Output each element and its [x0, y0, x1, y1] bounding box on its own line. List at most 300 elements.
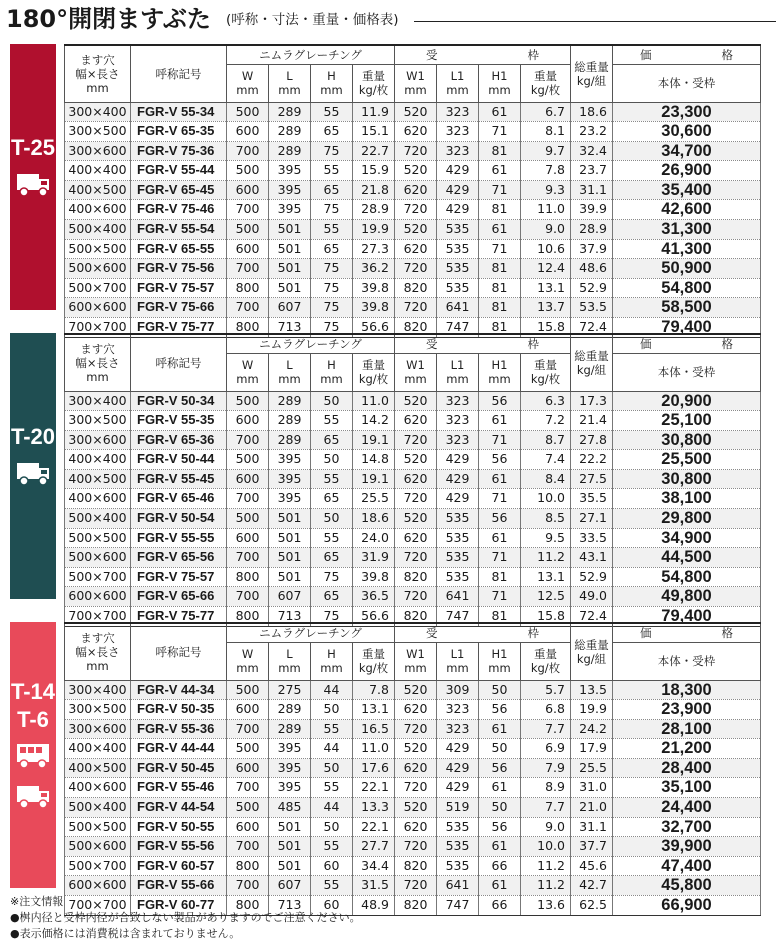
cell-h: 65 — [311, 180, 353, 200]
cell-w: 600 — [227, 411, 269, 431]
cell-l1: 323 — [437, 700, 479, 720]
cell-weight: 56.6 — [353, 607, 395, 627]
cell-total: 33.5 — [571, 528, 613, 548]
cell-fweight: 12.4 — [521, 259, 571, 279]
header-h: H mm — [311, 64, 353, 102]
header-price-a: 価 — [640, 47, 652, 62]
cell-weight: 16.5 — [353, 719, 395, 739]
cell-size: 300×400 — [65, 391, 131, 411]
cell-size: 300×500 — [65, 411, 131, 431]
cell-fweight: 13.6 — [521, 896, 571, 916]
table-row — [65, 758, 761, 778]
cell-weight: 22.1 — [353, 817, 395, 837]
cell-l: 713 — [269, 318, 311, 338]
cell-h: 55 — [311, 161, 353, 181]
table-row — [65, 567, 761, 587]
page-title: 180°開閉ますぶた — [6, 5, 211, 33]
cell-size: 600×600 — [65, 587, 131, 607]
cell-model: FGR-V 50-45 — [131, 758, 227, 778]
cell-fweight: 9.0 — [521, 220, 571, 240]
cell-fweight: 8.9 — [521, 778, 571, 798]
cell-total: 62.5 — [571, 896, 613, 916]
header-w: W mm — [227, 64, 269, 102]
cell-l: 501 — [269, 548, 311, 568]
cell-h: 55 — [311, 837, 353, 857]
cell-size: 700×700 — [65, 318, 131, 338]
cell-l1: 323 — [437, 141, 479, 161]
table-row — [65, 548, 761, 568]
cell-w1: 720 — [395, 778, 437, 798]
cell-price: 20,900 — [613, 391, 761, 411]
table-row — [65, 180, 761, 200]
table-row — [65, 430, 761, 450]
cell-weight: 56.6 — [353, 318, 395, 338]
header-price-sub: 本体・受枠 — [613, 353, 761, 391]
spec-section — [0, 44, 780, 337]
cell-weight: 31.5 — [353, 876, 395, 896]
table-row — [65, 411, 761, 431]
cell-h1: 66 — [479, 896, 521, 916]
cell-fweight: 8.1 — [521, 122, 571, 142]
cell-price: 25,100 — [613, 411, 761, 431]
header-total-weight: 総重量 kg/組 — [571, 623, 613, 680]
header-h: H mm — [311, 642, 353, 680]
cell-weight: 36.5 — [353, 587, 395, 607]
cell-model: FGR-V 44-34 — [131, 680, 227, 700]
spec-table — [64, 622, 761, 916]
header-frame-a: 受 — [426, 47, 438, 62]
cell-w1: 720 — [395, 548, 437, 568]
cell-w: 500 — [227, 680, 269, 700]
cell-w1: 520 — [395, 680, 437, 700]
cell-total: 24.2 — [571, 719, 613, 739]
cell-w: 600 — [227, 180, 269, 200]
cell-h: 55 — [311, 876, 353, 896]
cell-weight: 15.1 — [353, 122, 395, 142]
header-grating: ニムラグレーチング — [227, 623, 395, 642]
cell-l1: 309 — [437, 680, 479, 700]
header-frame-a: 受 — [426, 625, 438, 640]
cell-w: 500 — [227, 450, 269, 470]
cell-h1: 50 — [479, 680, 521, 700]
cell-h: 75 — [311, 141, 353, 161]
cell-w: 600 — [227, 700, 269, 720]
cell-h: 50 — [311, 700, 353, 720]
cell-total: 35.5 — [571, 489, 613, 509]
cell-l: 289 — [269, 391, 311, 411]
header-w1: W1 mm — [395, 642, 437, 680]
cell-w1: 620 — [395, 122, 437, 142]
cell-l1: 641 — [437, 298, 479, 318]
header-l1: L1 mm — [437, 642, 479, 680]
header-price-b: 格 — [721, 47, 733, 62]
table-row — [65, 700, 761, 720]
cell-weight: 39.8 — [353, 278, 395, 298]
cell-h1: 61 — [479, 161, 521, 181]
cell-fweight: 7.7 — [521, 798, 571, 818]
header-size: ます穴 幅×長さ mm — [65, 623, 131, 680]
cell-h: 75 — [311, 278, 353, 298]
cell-l1: 535 — [437, 528, 479, 548]
header-l: L mm — [269, 353, 311, 391]
table-row — [65, 102, 761, 122]
header-price-sub: 本体・受枠 — [613, 642, 761, 680]
header-size: ます穴 幅×長さ mm — [65, 334, 131, 391]
cell-fweight: 10.0 — [521, 489, 571, 509]
cell-weight: 15.9 — [353, 161, 395, 181]
cell-l1: 535 — [437, 220, 479, 240]
cell-l: 289 — [269, 411, 311, 431]
cell-l: 289 — [269, 102, 311, 122]
cell-w1: 620 — [395, 180, 437, 200]
cell-l: 395 — [269, 739, 311, 759]
cell-l: 395 — [269, 161, 311, 181]
cell-l: 275 — [269, 680, 311, 700]
cell-total: 53.5 — [571, 298, 613, 318]
cell-total: 27.5 — [571, 469, 613, 489]
cell-price: 79,400 — [613, 318, 761, 338]
cell-model: FGR-V 65-36 — [131, 430, 227, 450]
cell-total: 17.3 — [571, 391, 613, 411]
cell-w: 600 — [227, 239, 269, 259]
table-row — [65, 856, 761, 876]
cell-model: FGR-V 55-45 — [131, 469, 227, 489]
header-w1: W1 mm — [395, 64, 437, 102]
cell-weight: 14.8 — [353, 450, 395, 470]
cell-model: FGR-V 75-57 — [131, 278, 227, 298]
cell-weight: 27.3 — [353, 239, 395, 259]
notes-heading: ※注文情報 — [10, 895, 64, 908]
cell-model: FGR-V 50-54 — [131, 509, 227, 529]
title-rule — [414, 21, 776, 22]
header-price — [613, 45, 761, 64]
cell-w: 700 — [227, 587, 269, 607]
cell-h: 55 — [311, 469, 353, 489]
cell-l1: 641 — [437, 587, 479, 607]
cell-w: 800 — [227, 607, 269, 627]
cell-h1: 71 — [479, 122, 521, 142]
header-weight: 重量 kg/枚 — [353, 64, 395, 102]
cell-total: 23.7 — [571, 161, 613, 181]
cell-weight: 48.9 — [353, 896, 395, 916]
cell-w1: 720 — [395, 430, 437, 450]
cell-model: FGR-V 55-54 — [131, 220, 227, 240]
header-total-weight: 総重量 kg/組 — [571, 45, 613, 102]
header-w: W mm — [227, 353, 269, 391]
cell-h: 44 — [311, 798, 353, 818]
cell-w1: 520 — [395, 220, 437, 240]
table-row — [65, 141, 761, 161]
cell-h1: 81 — [479, 607, 521, 627]
header-frame — [395, 334, 571, 353]
cell-price: 41,300 — [613, 239, 761, 259]
cell-w1: 520 — [395, 450, 437, 470]
cell-l: 501 — [269, 856, 311, 876]
cell-model: FGR-V 65-45 — [131, 180, 227, 200]
cell-size: 500×500 — [65, 817, 131, 837]
cell-price: 58,500 — [613, 298, 761, 318]
cell-fweight: 9.0 — [521, 817, 571, 837]
table-row — [65, 161, 761, 181]
cell-weight: 19.9 — [353, 220, 395, 240]
header-model: 呼称記号 — [131, 623, 227, 680]
cell-l1: 429 — [437, 489, 479, 509]
header-frame — [395, 623, 571, 642]
cell-h: 50 — [311, 450, 353, 470]
table-row — [65, 122, 761, 142]
header-grating: ニムラグレーチング — [227, 334, 395, 353]
cell-size: 300×600 — [65, 141, 131, 161]
table-row — [65, 798, 761, 818]
cell-l: 501 — [269, 509, 311, 529]
cell-w: 700 — [227, 430, 269, 450]
cell-model: FGR-V 60-57 — [131, 856, 227, 876]
cell-l1: 323 — [437, 719, 479, 739]
cell-l1: 535 — [437, 239, 479, 259]
cell-l1: 535 — [437, 567, 479, 587]
cell-price: 21,200 — [613, 739, 761, 759]
cell-price: 54,800 — [613, 567, 761, 587]
cell-w1: 720 — [395, 489, 437, 509]
cell-w1: 520 — [395, 102, 437, 122]
cell-fweight: 6.9 — [521, 739, 571, 759]
cell-w: 800 — [227, 278, 269, 298]
cell-size: 700×700 — [65, 896, 131, 916]
cell-total: 13.5 — [571, 680, 613, 700]
cell-l1: 323 — [437, 102, 479, 122]
header-frame-b: 枠 — [527, 625, 539, 640]
spec-section — [0, 333, 780, 626]
cell-l: 395 — [269, 469, 311, 489]
cell-model: FGR-V 55-35 — [131, 411, 227, 431]
cell-w: 800 — [227, 567, 269, 587]
table-row — [65, 391, 761, 411]
load-class-label: T-25 — [10, 135, 56, 160]
cell-fweight: 10.6 — [521, 239, 571, 259]
cell-price: 26,900 — [613, 161, 761, 181]
header-l1: L1 mm — [437, 64, 479, 102]
table-row — [65, 200, 761, 220]
cell-l1: 429 — [437, 469, 479, 489]
cell-h: 50 — [311, 391, 353, 411]
cell-w1: 520 — [395, 391, 437, 411]
cell-size: 400×400 — [65, 739, 131, 759]
cell-w1: 820 — [395, 607, 437, 627]
cell-l1: 429 — [437, 161, 479, 181]
cell-l1: 747 — [437, 318, 479, 338]
cell-size: 500×700 — [65, 856, 131, 876]
table-row — [65, 239, 761, 259]
cell-w: 700 — [227, 778, 269, 798]
header-frame-a: 受 — [426, 336, 438, 351]
cell-price: 25,500 — [613, 450, 761, 470]
cell-model: FGR-V 65-35 — [131, 122, 227, 142]
cell-h1: 81 — [479, 141, 521, 161]
cell-l: 395 — [269, 450, 311, 470]
header-price-a: 価 — [640, 336, 652, 351]
cell-weight: 25.5 — [353, 489, 395, 509]
cell-fweight: 13.1 — [521, 567, 571, 587]
cell-total: 37.9 — [571, 239, 613, 259]
cell-size: 500×500 — [65, 528, 131, 548]
cell-total: 31.1 — [571, 180, 613, 200]
cell-h1: 81 — [479, 318, 521, 338]
cell-l1: 323 — [437, 391, 479, 411]
cell-h: 75 — [311, 567, 353, 587]
cell-price: 54,800 — [613, 278, 761, 298]
cell-price: 28,400 — [613, 758, 761, 778]
cell-l1: 641 — [437, 876, 479, 896]
truck-icon — [15, 168, 51, 202]
cell-w1: 820 — [395, 318, 437, 338]
cell-h1: 71 — [479, 239, 521, 259]
cell-w1: 720 — [395, 876, 437, 896]
cell-h: 75 — [311, 318, 353, 338]
cell-h: 65 — [311, 239, 353, 259]
cell-fweight: 12.5 — [521, 587, 571, 607]
cell-l1: 535 — [437, 548, 479, 568]
cell-model: FGR-V 65-55 — [131, 239, 227, 259]
cell-weight: 13.3 — [353, 798, 395, 818]
cell-weight: 39.8 — [353, 298, 395, 318]
cell-w: 600 — [227, 817, 269, 837]
cell-h1: 56 — [479, 700, 521, 720]
cell-w1: 720 — [395, 719, 437, 739]
cell-l1: 535 — [437, 817, 479, 837]
cell-model: FGR-V 55-44 — [131, 161, 227, 181]
header-frame-b: 枠 — [527, 336, 539, 351]
cell-weight: 34.4 — [353, 856, 395, 876]
cell-total: 22.2 — [571, 450, 613, 470]
cell-h1: 81 — [479, 278, 521, 298]
cell-h1: 50 — [479, 739, 521, 759]
truck-icon — [15, 780, 51, 814]
cell-w1: 620 — [395, 528, 437, 548]
header-weight: 重量 kg/枚 — [353, 642, 395, 680]
bus-icon — [15, 740, 51, 774]
cell-fweight: 9.5 — [521, 528, 571, 548]
load-class-label: T-20 — [10, 424, 56, 449]
header-h1: H1 mm — [479, 642, 521, 680]
cell-l: 713 — [269, 607, 311, 627]
cell-l: 607 — [269, 298, 311, 318]
cell-size: 400×500 — [65, 180, 131, 200]
cell-model: FGR-V 55-66 — [131, 876, 227, 896]
cell-weight: 14.2 — [353, 411, 395, 431]
cell-fweight: 6.7 — [521, 102, 571, 122]
cell-total: 21.0 — [571, 798, 613, 818]
cell-w: 600 — [227, 469, 269, 489]
cell-l1: 429 — [437, 450, 479, 470]
cell-w1: 720 — [395, 587, 437, 607]
load-class-tab — [10, 622, 56, 888]
cell-l: 501 — [269, 528, 311, 548]
table-row — [65, 778, 761, 798]
cell-price: 44,500 — [613, 548, 761, 568]
cell-price: 32,700 — [613, 817, 761, 837]
cell-fweight: 9.7 — [521, 141, 571, 161]
cell-l1: 535 — [437, 856, 479, 876]
cell-fweight: 11.2 — [521, 856, 571, 876]
cell-size: 500×400 — [65, 220, 131, 240]
cell-h: 55 — [311, 528, 353, 548]
cell-w1: 720 — [395, 200, 437, 220]
cell-w: 700 — [227, 259, 269, 279]
cell-fweight: 11.2 — [521, 876, 571, 896]
table-row — [65, 817, 761, 837]
cell-l1: 535 — [437, 259, 479, 279]
cell-l1: 429 — [437, 778, 479, 798]
cell-h1: 81 — [479, 200, 521, 220]
cell-h1: 56 — [479, 450, 521, 470]
cell-size: 300×600 — [65, 719, 131, 739]
cell-h1: 61 — [479, 778, 521, 798]
cell-price: 34,900 — [613, 528, 761, 548]
cell-l: 501 — [269, 837, 311, 857]
cell-l: 395 — [269, 758, 311, 778]
cell-l1: 535 — [437, 278, 479, 298]
cell-w: 800 — [227, 856, 269, 876]
header-frame-weight: 重量 kg/枚 — [521, 64, 571, 102]
cell-l: 289 — [269, 700, 311, 720]
cell-w: 700 — [227, 837, 269, 857]
cell-l: 395 — [269, 778, 311, 798]
cell-w1: 720 — [395, 141, 437, 161]
cell-model: FGR-V 50-35 — [131, 700, 227, 720]
cell-total: 28.9 — [571, 220, 613, 240]
cell-h: 60 — [311, 856, 353, 876]
cell-w: 500 — [227, 391, 269, 411]
cell-model: FGR-V 65-66 — [131, 587, 227, 607]
table-row — [65, 719, 761, 739]
cell-size: 300×400 — [65, 680, 131, 700]
cell-total: 52.9 — [571, 278, 613, 298]
cell-l1: 429 — [437, 180, 479, 200]
cell-model: FGR-V 50-44 — [131, 450, 227, 470]
cell-weight: 39.8 — [353, 567, 395, 587]
cell-h: 65 — [311, 587, 353, 607]
cell-l1: 429 — [437, 200, 479, 220]
cell-total: 37.7 — [571, 837, 613, 857]
header-model: 呼称記号 — [131, 45, 227, 102]
cell-h: 60 — [311, 896, 353, 916]
cell-w: 600 — [227, 528, 269, 548]
table-row — [65, 509, 761, 529]
cell-h1: 56 — [479, 758, 521, 778]
cell-weight: 11.0 — [353, 391, 395, 411]
cell-price: 50,900 — [613, 259, 761, 279]
header-weight: 重量 kg/枚 — [353, 353, 395, 391]
cell-price: 38,100 — [613, 489, 761, 509]
cell-w: 700 — [227, 200, 269, 220]
table-row — [65, 680, 761, 700]
cell-w1: 620 — [395, 469, 437, 489]
cell-fweight: 6.8 — [521, 700, 571, 720]
cell-fweight: 7.8 — [521, 161, 571, 181]
cell-price: 31,300 — [613, 220, 761, 240]
table-row — [65, 528, 761, 548]
cell-h1: 61 — [479, 837, 521, 857]
cell-w1: 520 — [395, 509, 437, 529]
table-row — [65, 278, 761, 298]
cell-size: 500×600 — [65, 548, 131, 568]
cell-model: FGR-V 65-46 — [131, 489, 227, 509]
cell-h: 50 — [311, 817, 353, 837]
cell-weight: 18.6 — [353, 509, 395, 529]
header-price — [613, 623, 761, 642]
cell-l: 501 — [269, 259, 311, 279]
table-row — [65, 739, 761, 759]
